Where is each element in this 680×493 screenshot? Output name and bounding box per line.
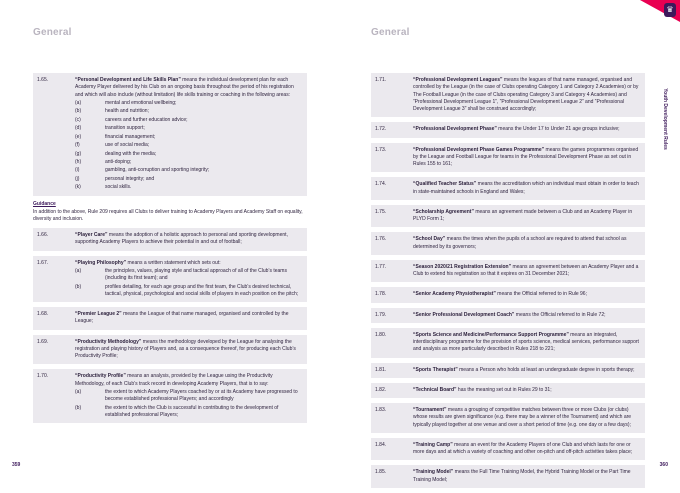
rule-number: 1.75. [375,208,387,215]
rule-body [413,77,641,113]
definition-text: means an agreement between an Academy Player and a Club to extend his registration so that it expires on 31 December 2021; [413,263,639,277]
rule-number: 1.73. [375,146,387,153]
definition-text: means an event for the Academy Players of one Club and which lasts for one or more days and at which a variety of coaching and other on-pitch and off-pitch activities takes place; [413,441,633,455]
definition-text: means the times when the pupils of a school are required to attend that school as determined by its governors; [413,236,627,250]
guidance-text: In addition to the above, Rule 209 requires all Clubs to deliver training to Academy Players and Academy Staff on equality, diversity and inclusion. [33,208,303,222]
rule-number: 1.74. [375,181,387,188]
sub-clause [75,184,303,191]
rule-number: 1.77. [375,263,387,270]
rule-body [413,367,641,374]
rule-body [75,232,303,247]
sub-clause-letter: (f) [75,142,80,149]
rule-entry [371,73,645,117]
sub-clause-letter: (k) [75,184,81,191]
right-section-header: General [371,27,410,38]
defined-term: “Qualified Teacher Status” [413,181,477,188]
left-section-header: General [33,27,72,38]
rule-entry [371,177,645,200]
sub-clause [75,284,303,299]
rule-number: 1.79. [375,311,387,318]
definition-text: means the individual development plan for each Academy Player delivered by his Club on an ongoing basis throughout the period of his registration and which will also include (without limitation) life skills training or coaching in the following areas: [75,77,294,98]
rule-entry [33,369,307,423]
definition-text: means the leagues of that name managed, organised and controlled by the League (in the case of Clubs operating Category 1 and Category 2 Academies) or by The Football League (in the case of Clubs operating Category 3 and Category 4 Academies) and “Professional Development League 1”, “Professional Development League 2” and “Professional Development League 3” shall be construed accordingly; [413,77,639,112]
definition-text: means the adoption of a holistic approach to personal and sporting development, supporting Academy Players to achieve their potential in and out of football; [75,232,288,246]
sub-clause [75,151,303,158]
defined-term: “Professional Development Phase” [413,126,497,133]
rule-entry [371,308,645,323]
sub-clause-text: the principles, values, playing style and tactical approach of all of the Club’s teams (including its first team); and [105,268,287,282]
sub-clause-letter: (b) [75,283,82,290]
rule-body [413,442,641,457]
right-column [371,73,645,493]
rule-body [413,126,641,133]
defined-term: “Scholarship Agreement” [413,208,474,215]
defined-term: “Training Camp” [413,441,453,448]
rule-number: 1.71. [375,77,387,83]
rule-number: 1.67. [37,259,49,266]
rule-entry [371,438,645,461]
rule-entry [33,228,307,251]
sub-clause-text: dealing with the media; [105,150,157,157]
rule-entry [371,205,645,228]
rule-number: 1.82. [375,386,387,393]
sub-clause-text: the extent to which the Club is successful in contributing to the development of established professional Players; [105,404,279,419]
rule-entry [371,465,645,488]
sub-clause [75,142,303,149]
defined-term: “Productivity Methodology” [75,338,142,345]
rule-body [75,77,303,192]
premier-league-lion-icon: ♛ [664,3,676,17]
rule-body [413,387,641,394]
sub-clause [75,159,303,166]
rule-body [413,181,641,196]
guidance-heading: Guidance [33,200,56,207]
defined-term: “Professional Development Leagues” [413,77,503,83]
defined-term: “Premier League 2” [75,311,122,318]
rule-entry [371,260,645,283]
defined-term: “School Day” [413,236,446,243]
sub-clause-text: use of social media; [105,142,150,149]
rule-body [413,291,641,298]
rule-entry [33,256,307,303]
definition-text: means an agreement made between a Club and an Academy Player in PLYD Form 1; [413,208,633,222]
definition-text: means a grouping of competitive matches between three or more Clubs (or clubs) whose results are given significance (e.g. there may be a winner of the Tournament) and which are typically played together at one venue and over a short period of time (e.g. one day or a few days); [413,407,632,428]
rule-body [413,407,641,429]
defined-term: “Senior Academy Physiotherapist” [413,291,496,298]
sub-clause [75,134,303,141]
left-page-number: 359 [12,462,21,468]
rule-body [75,311,303,326]
rule-body [413,469,641,484]
rule-number: 1.81. [375,366,387,373]
sub-clause [75,176,303,183]
definition-text: means the Official referred to in Rule 72; [514,311,606,318]
rule-number: 1.85. [375,469,387,476]
rule-entry [371,383,645,398]
defined-term: “Senior Professional Development Coach” [413,311,515,318]
sub-clause-letter: (d) [75,125,82,132]
rule-entry [371,328,645,358]
right-page-number: 360 [659,462,668,468]
rule-number: 1.65. [37,77,49,83]
rule-number: 1.83. [375,407,387,413]
sub-clause [75,117,303,124]
rule-number: 1.78. [375,291,387,298]
rule-body [75,339,303,361]
sub-clause-text: mental and emotional wellbeing; [105,99,177,106]
definition-text: means the Under 17 to Under 21 age groups inclusive; [496,126,620,133]
definition-text: means a Person who holds at least an undergraduate degree in sports therapy; [457,366,635,373]
sub-clause-letter: (a) [75,389,82,396]
rule-body [75,260,303,299]
sub-clause [75,268,303,283]
defined-term: “Sports Science and Medicine/Performance Support Programme” [413,331,569,338]
sub-clause-letter: (i) [75,167,80,174]
sub-clause-letter: (a) [75,268,82,274]
defined-term: “Season 2020/21 Registration Extension” [413,263,512,270]
sub-clause-text: profiles detailing, for each age group and the first team, the Club’s desired technical, tactical, physical, psychological and social skills of players in each position on the pitch; [105,283,299,297]
definition-text: means the games programmes organised by the League and Football League for teams in the Professional Development Phase as set out in Rules 155 to 161; [413,146,639,167]
defined-term: “Professional Development Phase Games Programme” [413,146,545,153]
sub-clause-text: anti-doping; [105,159,132,165]
sub-clause [75,100,303,107]
sub-clause-text: financial management; [105,133,156,140]
definition-text: means the League of that name managed, organised and controlled by the League; [75,311,289,325]
sub-clause-letter: (a) [75,99,82,106]
rule-entry [371,122,645,137]
defined-term: “Technical Board” [413,386,457,393]
definition-text: means the Official referred to in Rule 96; [495,291,587,298]
rule-body [413,236,641,251]
definition-text: has the meaning set out in Rules 29 to 31; [456,386,552,393]
rule-body [413,312,641,319]
rule-number: 1.68. [37,311,49,318]
sub-clause-text: health and nutrition; [105,108,149,115]
sub-clause-text: transition support; [105,125,145,132]
rule-entry [371,363,645,378]
rule-entry [33,335,307,365]
sub-clause-letter: (g) [75,150,82,157]
rule-entry [371,143,645,173]
sub-clause-letter: (c) [75,116,81,123]
rule-number: 1.66. [37,232,49,239]
sub-clause-letter: (b) [75,108,82,115]
defined-term: “Productivity Profile” [75,373,126,380]
sub-clause [75,125,303,132]
rule-number: 1.70. [37,373,49,380]
sub-clause-letter: (j) [75,175,80,182]
rule-body [75,373,303,419]
rule-entry [371,232,645,255]
sub-clause-letter: (h) [75,159,82,165]
rule-number: 1.80. [375,331,387,338]
defined-term: “Sports Therapist” [413,366,458,373]
defined-term: “Training Model” [413,469,454,476]
rule-entry [371,287,645,302]
defined-term: “Personal Development and Life Skills Plan” [75,77,181,83]
rule-number: 1.69. [37,338,49,345]
definition-text: means the methodology developed by the League for analysing the registration and playing history of Players and, as a consequence thereof, for producing each Club’s Productivity Profile; [75,338,296,360]
sub-clause [75,167,303,174]
rule-body [413,147,641,169]
defined-term: “Tournament” [413,407,447,413]
sub-clause [75,108,303,115]
left-column [33,73,307,428]
sub-clause-text: social skills. [105,184,132,191]
sub-clause-text: the extent to which Academy Players coached by or at its Academy have progressed to become established professional Players; and accordingly [105,389,298,403]
definition-text: means the accreditation which an individual must obtain in order to teach in state-maintained schools in England and Wales; [413,181,639,195]
rule-number: 1.72. [375,126,387,133]
defined-term: “Playing Philosophy” [75,259,127,266]
sub-clause [75,389,303,404]
sub-clause-text: careers and further education advice; [105,116,188,123]
rule-entry [33,307,307,330]
rule-number: 1.76. [375,236,387,243]
rule-body [413,332,641,354]
rule-body [413,264,641,279]
rule-entry [371,403,645,433]
sub-clause [75,405,303,420]
definition-text: means an analysis, provided by the League using the Productivity Methodology, of each Club’s track record in developing Academy Players, that is to say: [75,373,273,387]
rule-body [413,209,641,224]
sub-clause-text: personal integrity; and [105,175,155,182]
definition-text: means a written statement which sets out: [126,259,221,266]
side-title: Youth Development Rules [662,88,668,150]
sub-clause-letter: (e) [75,133,82,140]
sub-clause-text: gambling, anti-corruption and sporting integrity; [105,167,210,174]
rule-number: 1.84. [375,441,387,448]
definition-text: means an integrated, interdisciplinary programme for the provision of sports science, medical services, performance support and analysis as more particularly described in Rules 218 to 221; [413,331,639,353]
rule-entry [33,73,307,196]
defined-term: “Player Care” [75,232,108,239]
definition-text: means the Full Time Training Model, the Hybrid Training Model or the Part Time Training Model; [413,469,631,483]
sub-clause-letter: (b) [75,404,82,411]
